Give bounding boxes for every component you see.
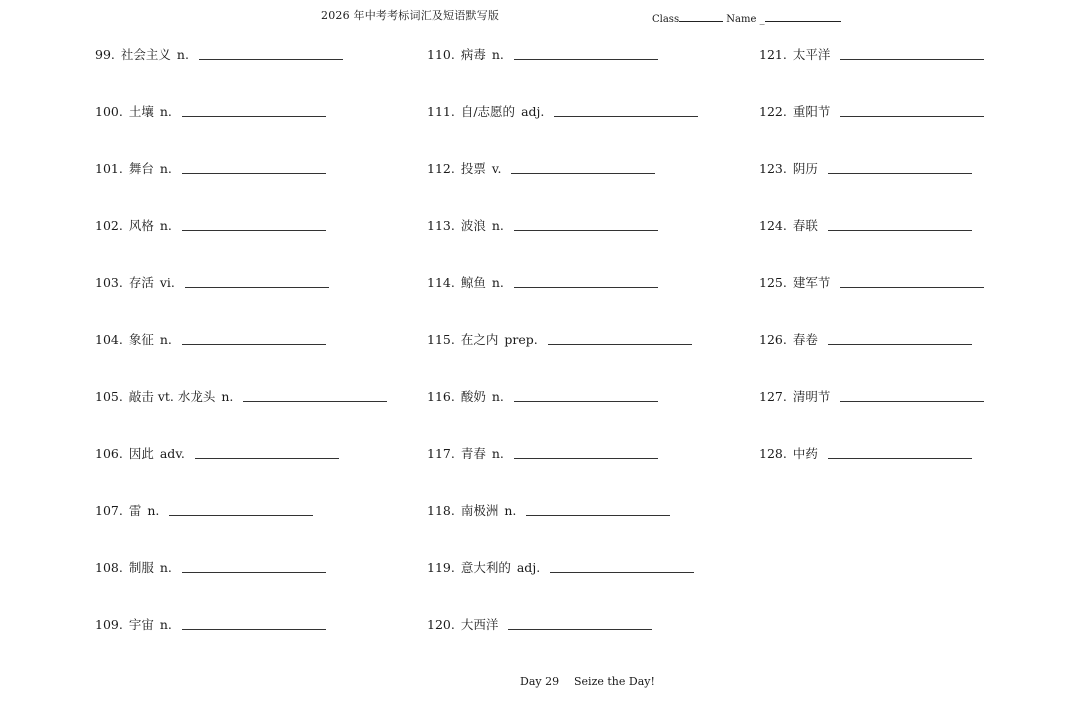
answer-blank[interactable]: [185, 287, 329, 288]
item-chinese: 社会主义: [120, 47, 171, 62]
item-chinese: 重阳节: [792, 104, 831, 119]
vocab-item: [759, 102, 830, 120]
item-chinese: 风格: [128, 218, 154, 233]
vocab-item: [95, 387, 233, 405]
item-number: 121.: [759, 47, 787, 62]
item-number: 102.: [95, 218, 123, 233]
vocab-item: [759, 159, 818, 177]
item-chinese: 建军节: [792, 275, 831, 290]
vocab-item: [427, 501, 516, 519]
item-chinese: 青春: [460, 446, 486, 461]
answer-blank[interactable]: [514, 458, 658, 459]
item-chinese: 大西洋: [460, 617, 499, 632]
class-label: Class: [652, 14, 680, 25]
item-number: 128.: [759, 446, 787, 461]
item-number: 110.: [427, 47, 455, 62]
item-number: 120.: [427, 617, 455, 632]
vocab-item: [427, 444, 504, 462]
vocab-item: [95, 444, 185, 462]
answer-blank[interactable]: [554, 116, 698, 117]
item-number: 124.: [759, 218, 787, 233]
vocab-item: [95, 330, 172, 348]
item-part-of-speech: n.: [159, 617, 172, 632]
answer-blank[interactable]: [169, 515, 313, 516]
answer-blank[interactable]: [828, 458, 972, 459]
answer-blank[interactable]: [840, 116, 984, 117]
item-chinese: 存活: [128, 275, 154, 290]
item-part-of-speech: adj.: [521, 104, 545, 119]
vocab-item: [95, 501, 159, 519]
answer-blank[interactable]: [548, 344, 692, 345]
day-label: Day 29: [520, 675, 560, 688]
vocab-item: [427, 102, 544, 120]
vocab-item: [427, 615, 498, 633]
item-chinese: 鲸鱼: [460, 275, 486, 290]
item-number: 106.: [95, 446, 123, 461]
item-part-of-speech: n.: [159, 560, 172, 575]
item-number: 107.: [95, 503, 123, 518]
vocab-item: [95, 216, 172, 234]
answer-blank[interactable]: [508, 629, 652, 630]
item-number: 114.: [427, 275, 455, 290]
item-number: 112.: [427, 161, 455, 176]
item-number: 109.: [95, 617, 123, 632]
motto-label: Seize the Day!: [574, 675, 655, 688]
item-number: 119.: [427, 560, 455, 575]
item-number: 123.: [759, 161, 787, 176]
vocab-item: [95, 558, 172, 576]
class-blank[interactable]: [679, 11, 723, 22]
answer-blank[interactable]: [514, 287, 658, 288]
name-label: Name: [726, 14, 757, 25]
vocab-item: [759, 330, 818, 348]
item-part-of-speech: n.: [159, 161, 172, 176]
item-chinese: 春卷: [792, 332, 818, 347]
vocab-item: [427, 45, 504, 63]
vocab-item: [95, 615, 172, 633]
item-part-of-speech: v.: [491, 161, 502, 176]
answer-blank[interactable]: [514, 59, 658, 60]
item-chinese: 清明节: [792, 389, 831, 404]
item-chinese: 象征: [128, 332, 154, 347]
vocab-item: [759, 216, 818, 234]
answer-blank[interactable]: [182, 173, 326, 174]
item-number: 116.: [427, 389, 455, 404]
item-number: 115.: [427, 332, 455, 347]
item-part-of-speech: adj.: [516, 560, 541, 575]
item-number: 99.: [95, 47, 115, 62]
item-number: 117.: [427, 446, 455, 461]
item-number: 108.: [95, 560, 123, 575]
answer-blank[interactable]: [182, 629, 326, 630]
vocab-item: [427, 159, 501, 177]
vocab-item: [759, 45, 830, 63]
item-number: 125.: [759, 275, 787, 290]
vocab-item: [427, 330, 538, 348]
answer-blank[interactable]: [840, 287, 984, 288]
answer-blank[interactable]: [182, 344, 326, 345]
item-number: 122.: [759, 104, 787, 119]
class-name-fields: [652, 11, 841, 25]
vocab-item: [759, 387, 830, 405]
item-part-of-speech: n.: [491, 446, 504, 461]
item-number: 105.: [95, 389, 123, 404]
item-chinese: 敲击 vt. 水龙头: [128, 389, 216, 404]
item-number: 127.: [759, 389, 787, 404]
answer-blank[interactable]: [514, 230, 658, 231]
item-part-of-speech: n.: [491, 47, 504, 62]
item-number: 101.: [95, 161, 123, 176]
item-part-of-speech: n.: [159, 104, 172, 119]
item-chinese: 在之内: [460, 332, 499, 347]
item-part-of-speech: n.: [221, 389, 234, 404]
vocab-item: [427, 558, 540, 576]
item-chinese: 南极洲: [460, 503, 499, 518]
item-part-of-speech: n.: [147, 503, 160, 518]
item-part-of-speech: n.: [491, 218, 504, 233]
answer-blank[interactable]: [243, 401, 387, 402]
item-chinese: 投票: [460, 161, 486, 176]
item-chinese: 舞台: [128, 161, 154, 176]
item-number: 118.: [427, 503, 455, 518]
item-number: 126.: [759, 332, 787, 347]
answer-blank[interactable]: [828, 344, 972, 345]
answer-blank[interactable]: [182, 116, 326, 117]
item-chinese: 雷: [128, 503, 142, 518]
item-part-of-speech: n.: [504, 503, 517, 518]
item-part-of-speech: n.: [159, 218, 172, 233]
item-part-of-speech: n.: [159, 332, 172, 347]
answer-blank[interactable]: [195, 458, 339, 459]
answer-blank[interactable]: [514, 401, 658, 402]
answer-blank[interactable]: [840, 401, 984, 402]
vocab-item: [95, 102, 172, 120]
item-number: 100.: [95, 104, 123, 119]
item-chinese: 中药: [792, 446, 818, 461]
vocab-item: [427, 216, 504, 234]
item-number: 104.: [95, 332, 123, 347]
item-number: 113.: [427, 218, 455, 233]
item-number: 111.: [427, 104, 455, 119]
item-chinese: 波浪: [460, 218, 486, 233]
vocab-item: [427, 273, 504, 291]
vocab-item: [759, 444, 818, 462]
answer-blank[interactable]: [526, 515, 670, 516]
item-number: 103.: [95, 275, 123, 290]
item-chinese: 自/志愿的: [460, 104, 516, 119]
item-chinese: 意大利的: [460, 560, 511, 575]
vocab-item: [95, 159, 172, 177]
answer-blank[interactable]: [511, 173, 655, 174]
item-part-of-speech: prep.: [504, 332, 538, 347]
vocab-item: [95, 45, 189, 63]
item-chinese: 宇宙: [128, 617, 154, 632]
answer-blank[interactable]: [550, 572, 694, 573]
answer-blank[interactable]: [840, 59, 984, 60]
item-chinese: 因此: [128, 446, 154, 461]
name-prefix: _: [759, 14, 765, 25]
item-chinese: 酸奶: [460, 389, 486, 404]
answer-blank[interactable]: [828, 230, 972, 231]
vocab-item: [95, 273, 175, 291]
item-chinese: 制服: [128, 560, 154, 575]
answer-blank[interactable]: [182, 572, 326, 573]
item-part-of-speech: n.: [491, 275, 504, 290]
item-part-of-speech: n.: [176, 47, 189, 62]
vocab-item: [759, 273, 830, 291]
answer-blank[interactable]: [828, 173, 972, 174]
item-part-of-speech: n.: [491, 389, 504, 404]
worksheet-title: 2026 年中考考标词汇及短语默写版: [321, 9, 500, 22]
item-chinese: 土壤: [128, 104, 154, 119]
name-blank[interactable]: [765, 11, 841, 22]
item-chinese: 春联: [792, 218, 818, 233]
item-part-of-speech: vi.: [159, 275, 175, 290]
answer-blank[interactable]: [199, 59, 343, 60]
item-chinese: 阴历: [792, 161, 818, 176]
item-part-of-speech: adv.: [159, 446, 185, 461]
answer-blank[interactable]: [182, 230, 326, 231]
item-chinese: 太平洋: [792, 47, 831, 62]
vocab-item: [427, 387, 504, 405]
item-chinese: 病毒: [460, 47, 486, 62]
